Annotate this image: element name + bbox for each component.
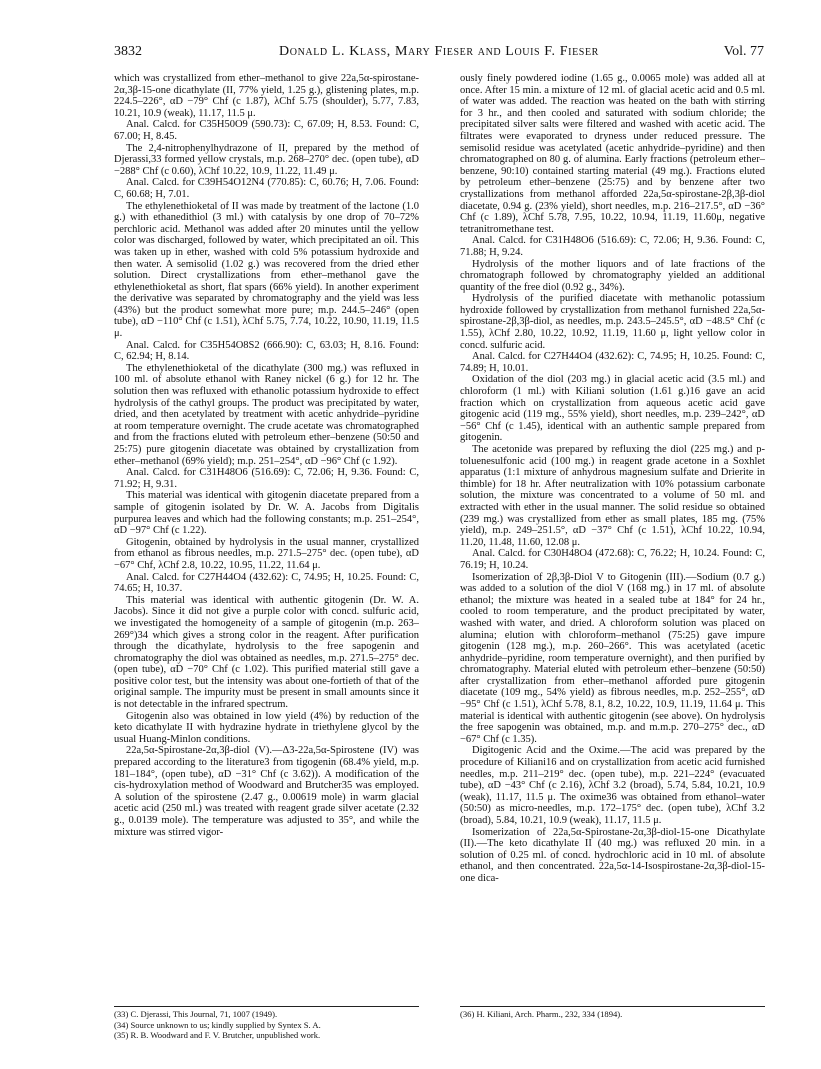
body-paragraph: Isomerization of 2β,3β-Diol V to Gitogenin (III).—Sodium (0.7 g.) was added to a solution of the diol V (168 mg.) in 17 ml. of absolute ethanol; the mixture was heated in a sealed tube at 184° for 24 hr., cooled to room temperature, and the product precipitated by water, washed with water, and dried. A chloroform solution was placed on alumina; elution with chloroform–methanol (75:25) gave impure gitogenin (128 mg.), m.p. 260–266°. This was acetylated (acetic anhydride–pyridine, room temperature overnight), and then purified by chromatography. Material eluted with petroleum ether–benzene (50:50) after crystallization from ether–methanol afforded pure gitogenin diacetate (109 mg., 54% yield) as fibrous needles, m.p. 252–255°, αD −95° Chf (c 1.51), λChf 5.78, 8.1, 8.2, 10.22, 10.9, 11.19, 11.64 μ. This material is identical with authentic gitogenin (see above). On hydrolysis the free sapogenin was obtained, m.p. and m.m.p. 270–275° dec., αD −67° Chf (c 1.35). [460,571,765,745]
analysis-paragraph: Anal. Calcd. for C31H48O6 (516.69): C, 72.06; H, 9.36. Found: C, 71.88; H, 9.24. [460,235,765,258]
footnote: (34) Source unknown to us; kindly supplied by Syntex S. A. [114,1019,321,1030]
analysis-paragraph: Anal. Calcd. for C35H54O8S2 (666.90): C, 63.03; H, 8.16. Found: C, 62.94; H, 8.14. [114,339,419,363]
footnote-divider-left [114,1006,419,1007]
body-paragraph: Digitogenic Acid and the Oxime.—The acid was prepared by the procedure of Kiliani16 and on crystallization from acetic acid furnished needles, m.p. 211–219° dec. (open tube), m.p. 221–224° (evacuated tube), αD −43° Chf (c 2.16), λChf 3.2 (broad), 5.74, 5.84, 10.21, 10.9 (weak), 11.17, 11.5 μ. The oxime36 was obtained from ethanol–water (50:50) as micro-needles, m.p. 172–175° dec. (open tube), λChf 3.2 (broad), 5.84, 10.21, 10.9 (weak), 11.17, 11.5 μ. [460,745,765,826]
body-paragraph: This material was identical with authentic gitogenin (Dr. W. A. Jacobs). Since it did not give a purple color with concd. sulfuric acid, we investigated the homogeneity of a sample of gitogenin (m.p. 263–269°)34 which gives a strong color in the reagent. After purification through the dicathylate, hydrolysis to the free sapogenin and chromatography the diol was obtained as needles, m.p. 271.5–275° dec. (open tube), αD −70° Chf (c 1.02). This purified material still gave a positive color test, but the intensity was about one-fortieth of that of the original sample. The impurity must be present in small amounts since it is not detectable in the infrared spectrum. [114,594,419,711]
body-paragraph: Oxidation of the diol (203 mg.) in glacial acetic acid (3.5 ml.) and chloroform (1 ml.) with Kiliani solution (1.61 g.)16 gave an acid fraction which on crystallization from aqueous acetic acid gave gitogenic acid (119 mg., 55% yield), short needles, m.p. 239–242°, αD −56° Chf (c 1.45), identical with an authentic sample prepared from gitogenin. [460,374,765,444]
body-paragraph: 22a,5α-Spirostane-2α,3β-diol (V).—Δ3-22a,5α-Spirostene (IV) was prepared according to the literature3 from tigogenin (68.4% yield, m.p. 181–184°, (open tube), αD −31° Chf (c 3.62)). A modification of the cis-hydroxylation method of Woodward and Brutcher35 was employed. A solution of the spirostene (2.47 g., 0.00619 mole) in warm glacial acetic acid (250 ml.) was treated with reagent grade silver acetate (2.32 g., 0.0139 mole). The temperature was adjusted to 35°, and while the mixture was stirred vigor- [114,745,419,838]
page-header [114,43,764,61]
analysis-paragraph: Anal. Calcd. for C39H54O12N4 (770.85): C, 60.76; H, 7.06. Found: C, 60.68; H, 7.01. [114,177,419,200]
analysis-paragraph: Anal. Calcd. for C35H50O9 (590.73): C, 67.09; H, 8.53. Found: C, 67.00; H, 8.45. [114,119,419,142]
body-paragraph: This material was identical with gitogenin diacetate prepared from a sample of gitogenin isolated by Dr. W. A. Jacobs from Digitalis purpurea leaves and which had the following constants; m.p. 251–254°, αD −97° Chf (c 1.22). [114,490,419,537]
body-paragraph: Isomerization of 22a,5α-Spirostane-2α,3β-diol-15-one Dicathylate (II).—The keto dicathylate II (40 mg.) was refluxed 20 min. in a solution of 0.25 ml. of concd. hydrochloric acid in 10 ml. of absolute ethanol, and then concentrated. 22a,5α-14-Isospirostane-2α,3β-diol-15-one dica- [460,826,765,884]
footnote: (33) C. Djerassi, This Journal, 71, 1007 (1949). [114,1009,278,1019]
body-paragraph: Gitogenin, obtained by hydrolysis in the usual manner, crystallized from ethanol as fibrous needles, m.p. 271.5–275° dec. (open tube), αD −67° Chf, λChf 2.8, 10.22, 10.95, 11.22, 11.64 μ. [114,536,419,571]
analysis-paragraph: Anal. Calcd. for C27H44O4 (432.62): C, 74.95; H, 10.25. Found: C, 74.89; H, 10.01. [460,351,765,374]
body-paragraph: The ethylenethioketal of the dicathylate (300 mg.) was refluxed in 100 ml. of absolute ethanol with Raney nickel (6 g.) for 12 hr. The solution then was refluxed with ethanolic potassium hydroxide to effect hydrolysis of the cathyl groups. The product was precipitated by water, dried, and then acetylated by treatment with acetic anhydride–pyridine at room temperature overnight. The crude acetate was chromatographed and from the fractions eluted with petroleum ether–benzene (50:50 and 25:75) pure gitogenin diacetate was obtained by crystallization from ether–methanol (69% yield); m.p. 251–254°, αD −96° Chf (c 1.92). [114,362,419,467]
left-column [114,73,419,998]
body-paragraph: The 2,4-nitrophenylhydrazone of II, prepared by the method of Djerassi,33 formed yellow crystals, m.p. 268–270° dec. (open tube), αD −288° Chf (c 0.60), λChf 10.22, 10.9, 11.22, 11.49 μ. [114,142,419,177]
running-authors: Donald L. Klass, Mary Fieser and Louis F. Fieser [279,44,599,59]
body-paragraph: The ethylenethioketal of II was made by treatment of the lactone (1.0 g.) with ethanedithiol (3 ml.) with catalysis by one drop of 70–72% perchloric acid. Methanol was added after 20 minutes until the yellow color was discharged, followed by water, which precipitated an oil. This was taken up in ether, washed with cold 5% potassium hydroxide and then water. A semisolid (1.02 g.) was recovered from the dried ether solution. Direct crystallizations from ether–methanol gave the ethylenethioketal as short, flat spars (66% yield). In another experiment the derivative was separated by chromatography and the yield was less (43%) but the product somewhat more pure; m.p. 244.5–246° (open tube), αD −110° Chf (c 1.51), λChf 5.75, 7.74, 10.22, 10.90, 11.19, 11.5 μ. [114,200,419,340]
body-paragraph: ously finely powdered iodine (1.65 g., 0.0065 mole) was added all at once. After 15 min. a mixture of 12 ml. of glacial acetic acid and 0.5 ml. of water was added. The reaction was heated on the bath with stirring for 3 hr., and then cooled and saturated with sodium chloride; the precipitated silver salts were filtered and washed with acetic acid. The filtrates were evaporated to dryness under reduced pressure. The semisolid residue was acetylated (acetic anhydride–pyridine) and then chromatographed on 80 g. of alumina. Early fractions (petroleum ether–benzene, 90:10) contained starting material (49 mg.). Fractions eluted by petroleum ether–benzene (25:75) and by benzene after two crystallizations from methanol afforded 22a,5α-spirostane-2β,3β-diol diacetate, 0.94 g. (23% yield), short needles, m.p. 216–217.5°, αD −36° Chf (c 1.89), λChf 5.78, 7.95, 10.22, 10.94, 11.19, 11.60μ, negative tetranitromethane test. [460,73,765,235]
body-paragraph: Hydrolysis of the mother liquors and of late fractions of the chromatograph followed by chromatography yielded an additional quantity of the free diol (0.92 g., 34%). [460,258,765,293]
right-column [460,73,765,1001]
footnotes-right [460,1009,765,1020]
footnote: (36) H. Kiliani, Arch. Pharm., 232, 334 (1894). [460,1009,623,1019]
analysis-paragraph: Anal. Calcd. for C31H48O6 (516.69): C, 72.06; H, 9.36. Found: C, 71.92; H, 9.31. [114,467,419,490]
volume-label: Vol. 77 [723,44,764,59]
footnote-divider-right [460,1006,765,1007]
footnote: (35) R. B. Woodward and F. V. Brutcher, unpublished work. [114,1030,321,1041]
body-paragraph: The acetonide was prepared by refluxing the diol (225 mg.) and p-toluenesulfonic acid (100 mg.) in reagent grade acetone in a Soxhlet apparatus (1:1 mixture of anhydrous magnesium sulfate and Drierite in thimble) for 18 hr. After neutralization with 10% potassium carbonate solution, the mixture was concentrated to a volume of 50 ml. and extracted with ether in the usual manner. The solid residue so obtained (239 mg.) was crystallized from ether as small plates, 185 mg. (75% yield), m.p. 249–251.5°, αD −37° Chf (c 1.51), λChf 10.22, 10.94, 11.20, 11.48, 11.60, 12.08 μ. [460,444,765,548]
body-paragraph: Gitogenin also was obtained in low yield (4%) by reduction of the keto dicathylate II with hydrazine hydrate in triethylene glycol by the usual Huang-Minlon conditions. [114,710,419,745]
body-paragraph: which was crystallized from ether–methanol to give 22a,5α-spirostane-2α,3β-15-one dicathylate (II, 77% yield, 1.25 g.), glistening plates, m.p. 224.5–226°, αD −79° Chf (c 1.87), λChf 5.75 (shoulder), 5.77, 7.83, 10.21, 10.9 (weak), 11.17, 11.5 μ. [114,73,419,119]
analysis-paragraph: Anal. Calcd. for C27H44O4 (432.62): C, 74.95; H, 10.25. Found: C, 74.65; H, 10.37. [114,571,419,595]
page-number: 3832 [114,44,142,59]
body-paragraph: Hydrolysis of the purified diacetate with methanolic potassium hydroxide followed by crystallization from methanol furnished 22a,5α-spirostane-2β,3β-diol, as needles, m.p. 243.5–245.5°, αD −48.5° Chf (c 1.55), λChf 2.80, 10.22, 10.92, 11.19, 11.60 μ, light yellow color in concd. sulfuric acid. [460,293,765,351]
footnotes-left [114,1009,419,1041]
analysis-paragraph: Anal. Calcd. for C30H48O4 (472.68): C, 76.22; H, 10.24. Found: C, 76.19; H, 10.24. [460,548,765,571]
